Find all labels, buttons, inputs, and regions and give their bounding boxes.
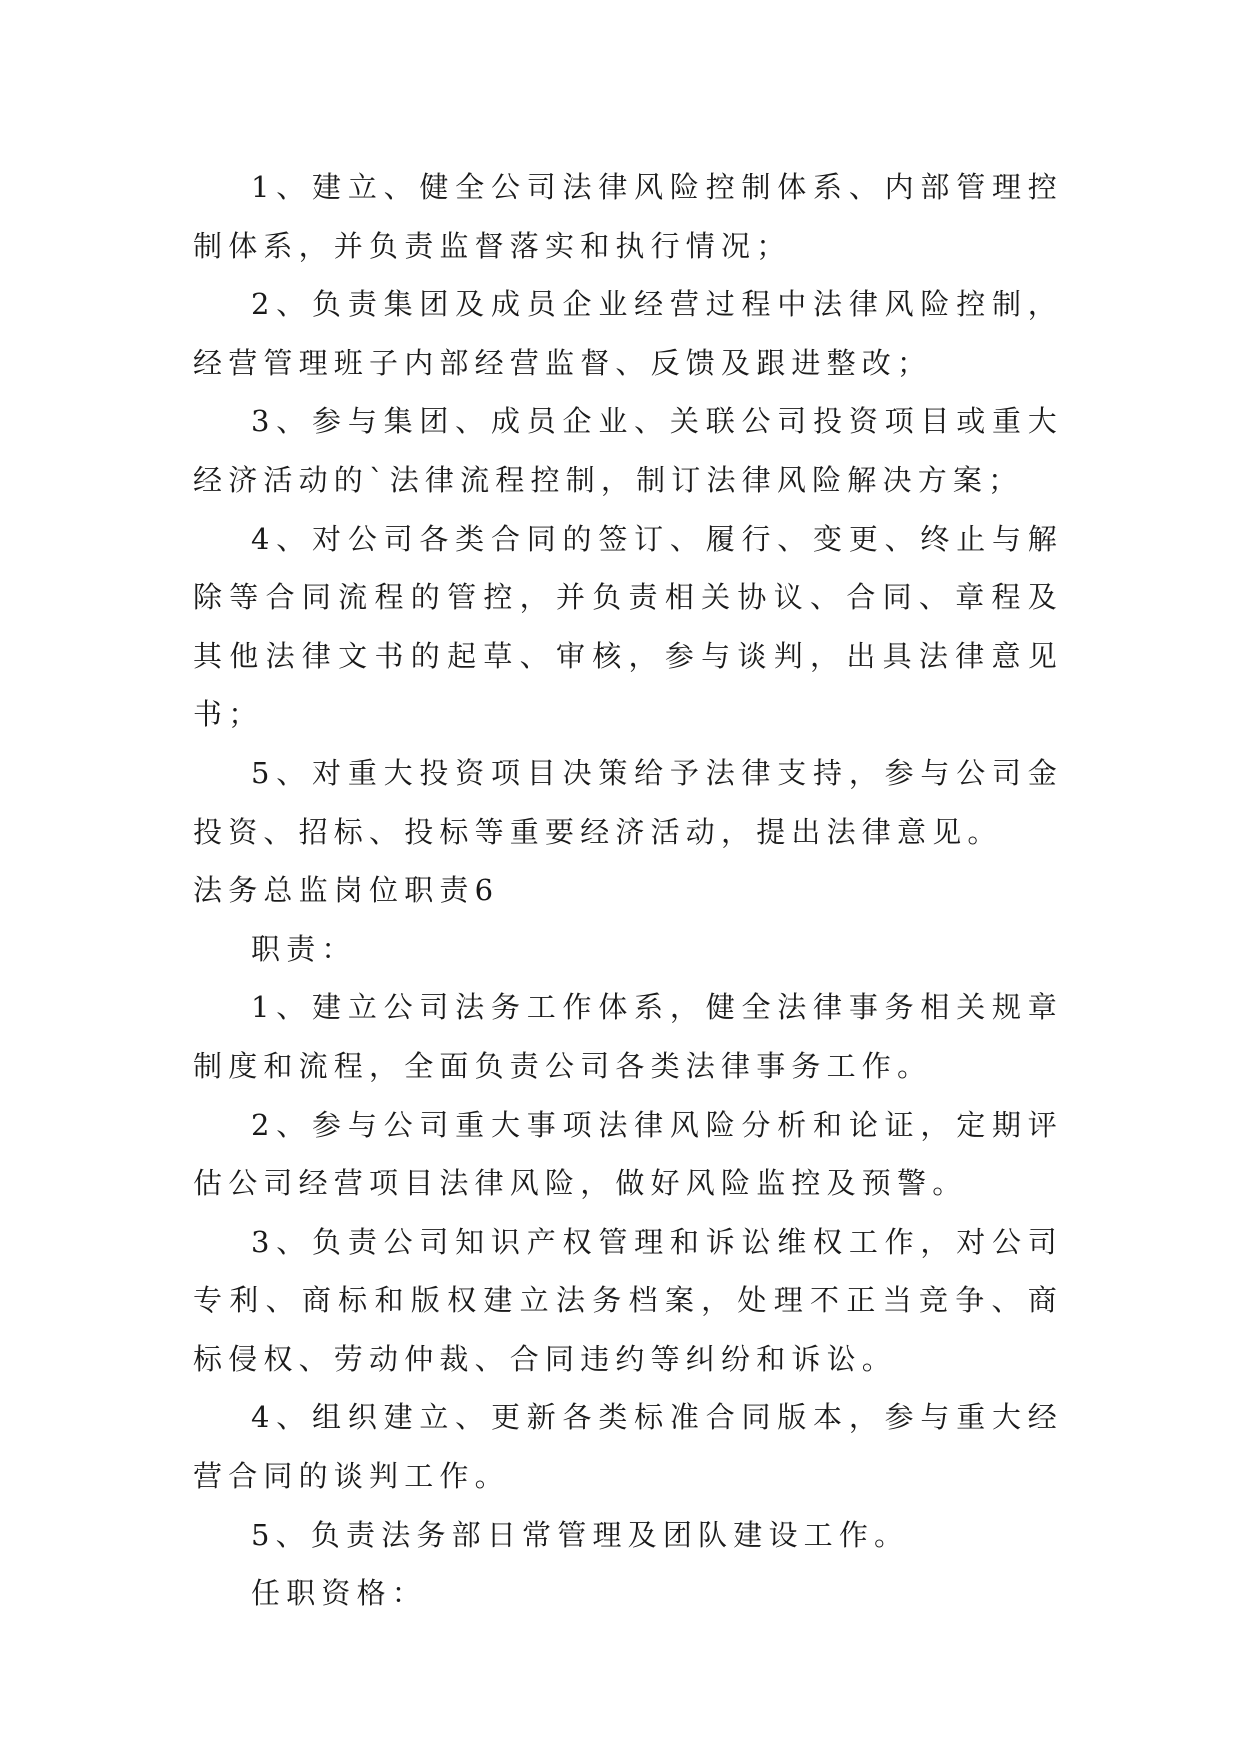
document-page — [193, 158, 1063, 1623]
paragraph-duty-4: 4、对公司各类合同的签订、履行、变更、终止与解除等合同流程的管控，并负责相关协议、合同、章程及其他法律文书的起草、审核，参与谈判，出具法律意见书； — [193, 521, 1063, 732]
paragraph-duty-3: 3、参与集团、成员企业、关联公司投资项目或重大经济活动的`法律流程控制，制订法律风险解决方案； — [193, 404, 1063, 497]
section-heading: 法务总监岗位职责6 — [193, 873, 500, 908]
paragraph-responsibility-1: 1、建立公司法务工作体系，健全法律事务相关规章制度和流程，全面负责公司各类法律事务工作。 — [193, 990, 1063, 1083]
paragraph-duty-1: 1、建立、健全公司法律风险控制体系、内部管理控制体系，并负责监督落实和执行情况； — [193, 170, 1063, 263]
paragraph-responsibility-4: 4、组织建立、更新各类标准合同版本，参与重大经营合同的谈判工作。 — [193, 1400, 1063, 1494]
paragraph-qualifications-label: 任职资格： — [251, 1576, 428, 1611]
paragraph-responsibility-3: 3、负责公司知识产权管理和诉讼维权工作，对公司专利、商标和版权建立法务档案，处理不正当竞争、商标侵权、劳动仲裁、合同违约等纠纷和诉讼。 — [193, 1224, 1063, 1376]
paragraph-responsibility-5: 5、负责法务部日常管理及团队建设工作。 — [251, 1517, 910, 1552]
paragraph-duties-label: 职责： — [251, 931, 357, 966]
paragraph-duty-2: 2、负责集团及成员企业经营过程中法律风险控制，经营管理班子内部经营监督、反馈及跟进整改； — [193, 287, 1063, 380]
paragraph-duty-5: 5、对重大投资项目决策给予法律支持，参与公司金投资、招标、投标等重要经济活动，提出法律意见。 — [193, 755, 1063, 849]
paragraph-responsibility-2: 2、参与公司重大事项法律风险分析和论证，定期评估公司经营项目法律风险，做好风险监控及预警。 — [193, 1107, 1063, 1201]
